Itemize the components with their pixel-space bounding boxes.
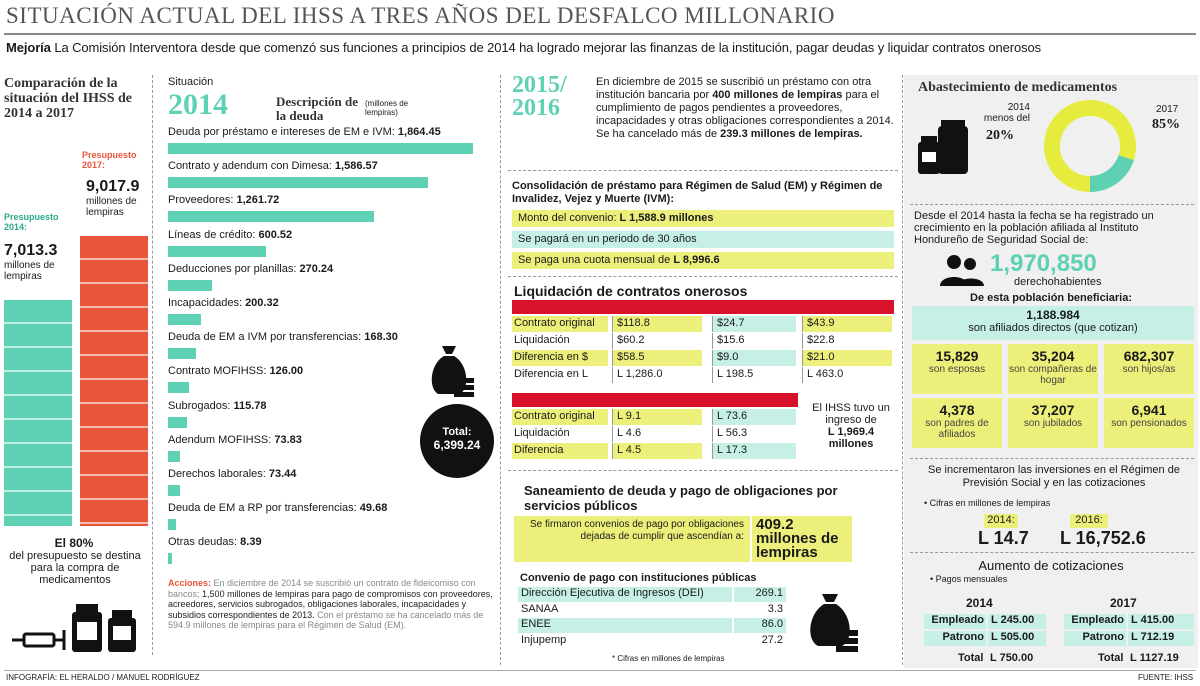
debt-item-name: Incapacidades: [168,297,246,309]
contract-cell: L 1,286.0 [612,367,702,383]
debt-item-value: 126.00 [269,365,304,378]
contract-cell: $118.8 [612,316,702,332]
convenio-value: 3.3 [734,603,786,618]
budget-2014-label: Presupuesto 2014: [4,212,59,232]
contrib-total-label-2: Total [1098,652,1124,664]
population-cell-label: son padres de afiliados [925,418,989,440]
col-divider-2 [500,75,501,665]
population-cell-label: son compañeras de hogar [1009,364,1097,386]
intro-bold: Mejoría [6,40,51,55]
contract-cell: L 463.0 [802,367,892,383]
investments-divider [910,552,1194,553]
saneamiento-amount: 409.2 millones de lempiras [752,516,852,562]
debt-item-name: Proveedores: [168,194,237,207]
convenio-note: * Cifras en millones de lempiras [612,654,725,663]
population-cell [1008,398,1098,448]
consolidation-row-2: Se pagará en un periodo de 30 años [512,231,894,248]
contrib-label: Patrono [1064,631,1126,646]
budget-bar-2017 [80,236,148,526]
debt-item-value: 600.52 [258,228,293,241]
debt-total-circle [420,404,494,478]
convenio-name: ENEE [518,618,732,633]
medicine-bottles-icon [10,598,140,656]
contract2-cell: L 17.3 [712,443,796,459]
debt-item-value: 49.68 [359,502,388,515]
debt-item-label [168,400,266,412]
contract-cell: $22.8 [802,333,892,349]
population-total-label: derechohabientes [1014,276,1102,288]
loan-divider [508,170,898,171]
contrib-total-label-1: Total [958,652,984,664]
title-divider [4,33,1196,35]
population-cell-label: son hijos/as [1122,364,1176,375]
debt-bar [168,348,196,359]
budget-2014-unit: millones de lempiras [4,260,55,282]
contract-cell: $21.0 [802,350,892,366]
debt-item-label [168,194,279,206]
budget-note-text: del presupuesto se destina para la compra de medicamentos [9,550,141,586]
budget-bar-2014 [4,300,72,526]
convenio-name: Dirección Ejecutiva de Ingresos (DEI) [518,587,732,602]
contract-cell: $24.7 [712,316,796,332]
debt-item-name: Líneas de crédito: [168,228,259,241]
footer-divider [4,670,1196,671]
budget-note-percent: El 80% [54,536,94,550]
budget-2014-value: 7,013.3 [4,242,58,259]
benef-title: De esta población beneficiaria: [970,292,1132,304]
contract2-row-label: Contrato original [512,409,608,425]
debt-year: 2014 [168,88,228,121]
contract2-row-label: Diferencia [512,443,608,459]
loan-text-b: 400 millones de lempiras [712,89,843,101]
debt-item-label [168,365,303,377]
budget-2017-label: Presupuesto 2017: [82,150,137,170]
population-cell-value: 37,207 [1031,402,1075,418]
contract-cell: $9.0 [712,350,796,366]
medicine-title: Abastecimiento de medicamentos [918,80,1118,95]
budget-title: Comparación de la situación del IHSS de 2014 a 2017 [4,76,132,121]
med-2014-year: 2014 [1007,102,1030,113]
debt-item-label [168,297,279,309]
population-total: 1,970,850 [990,250,1097,277]
convenio-name: SANAA [518,603,732,618]
population-cell-label: son jubilados [1023,418,1083,429]
contract-cell: $60.2 [612,333,702,349]
contract-cell: L 198.5 [712,367,796,383]
consolidation-divider [508,276,898,277]
contract2-row-label: Liquidación [512,426,608,442]
contract-row-label: Contrato original [512,316,608,332]
debt-item-name: Contrato y adendum con Dimesa: [168,160,335,173]
population-cell [1008,344,1098,394]
debt-bar [168,280,212,291]
debt-item-name: Otras deudas: [168,536,241,549]
debt-bar [168,177,428,188]
col-divider-1 [152,75,153,655]
debt-item-value: 270.24 [299,262,334,275]
medicine-donut [1040,96,1140,196]
acciones-part-c: Con el préstamo se ha cancelado más de 594.9 millones de lempiras para el Régimen de Salud (EM). [168,609,484,630]
med-2014-value: 20% [986,128,1014,143]
debt-item-value: 73.83 [274,433,302,446]
debt-item-label [168,263,333,275]
direct-label: son afiliados directos (que cotizan) [968,322,1138,334]
loan-text-d: Se ha cancelado más de [596,128,718,140]
med-2017-value: 85% [1152,117,1180,132]
debt-bar [168,485,180,496]
medicine-divider [910,204,1194,205]
debt-item-label [168,536,262,548]
direct-box [912,306,1194,340]
contrib-value: L 712.19 [1128,631,1194,646]
population-cell [912,344,1002,394]
acciones-label: Acciones: [168,578,212,588]
contrib-label: Empleado [924,614,986,629]
ingreso-a: El IHSS tuvo un ingreso de [812,402,890,426]
contract-cell: $43.9 [802,316,892,332]
contrib-value: L 245.00 [988,614,1046,629]
debt-item-name: Deuda de EM a RP por transferencias: [168,502,360,515]
population-cell-value: 6,941 [1131,402,1167,418]
contract2-cell: L 4.5 [612,443,702,459]
debt-item-label [168,434,302,446]
consolidation-r1-label: Monto del convenio: [518,212,617,224]
medicine-jars-icon [916,118,976,178]
med-2017-year: 2017 [1156,104,1179,115]
population-cell-label: son pensionados [1111,418,1187,429]
consolidation-row-1 [512,210,894,227]
consolidation-r3-value: L 8,996.6 [673,254,720,266]
debt-item-value: 115.78 [233,399,267,412]
contracts-title: Liquidación de contratos onerosos [514,283,748,299]
loan-text [596,76,896,141]
contrib-total-1: L 750.00 [990,652,1034,664]
contrib-year-2: 2017 [1110,596,1137,610]
contract-cell: $15.6 [712,333,796,349]
debt-situacion: Situación [168,76,214,88]
contrib-value: L 415.00 [1128,614,1194,629]
population-cell [1104,398,1194,448]
inv-value-1: L 14.7 [978,528,1029,548]
direct-value: 1,188.984 [1026,308,1080,322]
debt-bar [168,246,266,257]
convenio-value: 27.2 [734,634,786,649]
contract2-cell: L 4.6 [612,426,702,442]
debt-item-label [168,468,296,480]
contracts-header-bar-2 [512,393,798,407]
debt-item-value: 8.39 [240,536,262,549]
debt-item-name: Contrato MOFIHSS: [168,365,270,378]
money-bag-icon-2 [806,590,860,654]
debt-item-name: Deducciones por planillas: [168,262,300,275]
inv-value-2: L 16,752.6 [1060,528,1146,548]
population-cell-value: 4,378 [939,402,975,418]
debt-item-value: 200.32 [245,297,279,309]
consolidation-r1-value: L 1,588.9 millones [619,212,714,224]
debt-item-name: Subrogados: [168,399,234,412]
contrib-title: Aumento de cotizaciones [978,558,1124,573]
acciones-text [168,578,494,631]
contract-row-label: Diferencia en L [512,367,608,383]
debt-item-label [168,502,387,514]
debt-item-name: Deuda de EM a IVM por transferencias: [168,331,365,344]
med-2014-sub: menos del [983,113,1030,124]
consolidation-r3-label: Se paga una cuota mensual de [518,254,671,266]
debt-item-value: 168.30 [364,331,398,344]
debt-bar [168,451,180,462]
debt-heading: Descripción de la deuda [276,94,358,123]
loan-text-a: En diciembre de 2015 se suscribió un préstamo con otra institución bancaria por [596,76,872,101]
debt-item-label [168,126,441,138]
loan-text-c: para el cumplimiento de pagos pendientes a proveedores, incapacidades y otras obligaciones correspondientes a 2014. [596,89,894,127]
debt-unit: (millones de lempiras) [365,99,409,117]
acciones-part-b: 1,500 millones de lempiras para pago de compromisos con proveedores, acreedores, servicios subrogados, obligaciones laborales, incapacidades y subsidios correspondientes de 2013. [168,588,493,620]
contract-row-label: Liquidación [512,333,608,349]
saneamiento-text: Se firmaron convenios de pago por obligaciones dejadas de cumplir que ascendían a: [514,516,750,562]
convenio-name: Injupemp [518,634,732,649]
population-cell-label: son esposas [928,364,986,375]
inv-year-1: 2014: [984,514,1018,528]
contracts-header-bar [512,300,894,314]
convenio-value: 269.1 [734,587,786,602]
investments-text: Se incrementaron las inversiones en el Régimen de Previsión Social y en las cotizaciones [928,464,1180,489]
med-2014-label [978,102,1030,124]
convenio-value: 86.0 [734,618,786,633]
contract2-cell: L 56.3 [712,426,796,442]
contrib-value: L 505.00 [988,631,1046,646]
convenio-title: Convenio de pago con instituciones públicas [520,572,757,584]
population-cell-value: 15,829 [935,348,979,364]
debt-bar [168,314,201,325]
debt-item-name: Adendum MOFIHSS: [168,433,275,446]
consolidation-title: Consolidación de préstamo para Régimen de Salud (EM) y Régimen de Invalidez, Vejez y Muerte (IVM): [512,180,883,205]
ingreso-text [808,402,894,450]
contract-row-label: Diferencia en $ [512,350,608,366]
debt-total-value: 6,399.24 [433,438,481,452]
debt-bar [168,553,172,564]
debt-item-label [168,229,292,241]
budget-2017-value: 9,017.9 [86,178,140,195]
loan-years: 2015/ 2016 [512,72,567,121]
debt-bar [168,417,187,428]
debt-item-value: 1,586.57 [334,160,378,173]
contrib-label: Patrono [924,631,986,646]
investments-note: • Cifras en millones de lempiras [924,498,1051,508]
loan-text-e: 239.3 millones de lempiras. [720,128,863,140]
contracts-divider [508,470,898,471]
page-title: SITUACIÓN ACTUAL DEL IHSS A TRES AÑOS DEL DESFALCO MILLONARIO [6,3,835,28]
debt-bar [168,382,189,393]
ingreso-b: L 1,969.4 millones [827,426,875,450]
inv-year-2: 2016: [1070,514,1108,528]
col-divider-3 [902,75,903,665]
population-cell-value: 35,204 [1031,348,1075,364]
population-cell [912,398,1002,448]
footer-credit: INFOGRAFÍA: EL HERALDO / MANUEL RODRÍGUEZ [6,673,200,682]
money-bag-icon [428,342,474,400]
contrib-total-2: L 1127.19 [1130,652,1179,664]
contrib-year-1: 2014 [966,596,993,610]
debt-item-value: 73.44 [268,468,297,480]
debt-item-name: Deuda por préstamo e intereses de EM e IVM: [168,126,398,138]
contract2-cell: L 9.1 [612,409,702,425]
intro-body: La Comisión Interventora desde que comenzó sus funciones a principios de 2014 ha logrado mejorar las finanzas de la institución, pagar deudas y liquidar contratos onerosos [54,40,1042,55]
debt-item-name: Derechos laborales: [168,468,269,480]
saneamiento-title: Saneamiento de deuda y pago de obligaciones por servicios públicos [524,483,838,513]
debt-bar [168,143,473,154]
population-cell-value: 682,307 [1123,348,1175,364]
contrib-note: • Pagos mensuales [930,574,1008,584]
acciones-part-a: En diciembre de 2014 se suscribió un contrato de fideicomiso con bancos; [168,578,476,599]
debt-bar [168,519,176,530]
budget-2017-unit: millones de lempiras [86,196,137,218]
consolidation-row-3 [512,252,894,269]
debt-total-label: Total: [442,426,472,438]
people-icon [940,254,984,286]
debt-bar [168,211,374,222]
population-divider [910,458,1194,459]
debt-item-label [168,160,378,172]
population-text: Desde el 2014 hasta la fecha se ha registrado un crecimiento en la población afiliada al Instituto Hondureño de Seguridad Social de: [914,210,1154,246]
debt-item-value: 1,864.45 [397,126,441,138]
contract2-cell: L 73.6 [712,409,796,425]
footer-source: FUENTE: IHSS [1138,673,1194,682]
contract-cell: $58.5 [612,350,702,366]
intro-text [6,40,1041,55]
contrib-label: Empleado [1064,614,1126,629]
population-cell [1104,344,1194,394]
debt-item-value: 1,261.72 [236,194,280,207]
debt-item-label [168,331,398,343]
